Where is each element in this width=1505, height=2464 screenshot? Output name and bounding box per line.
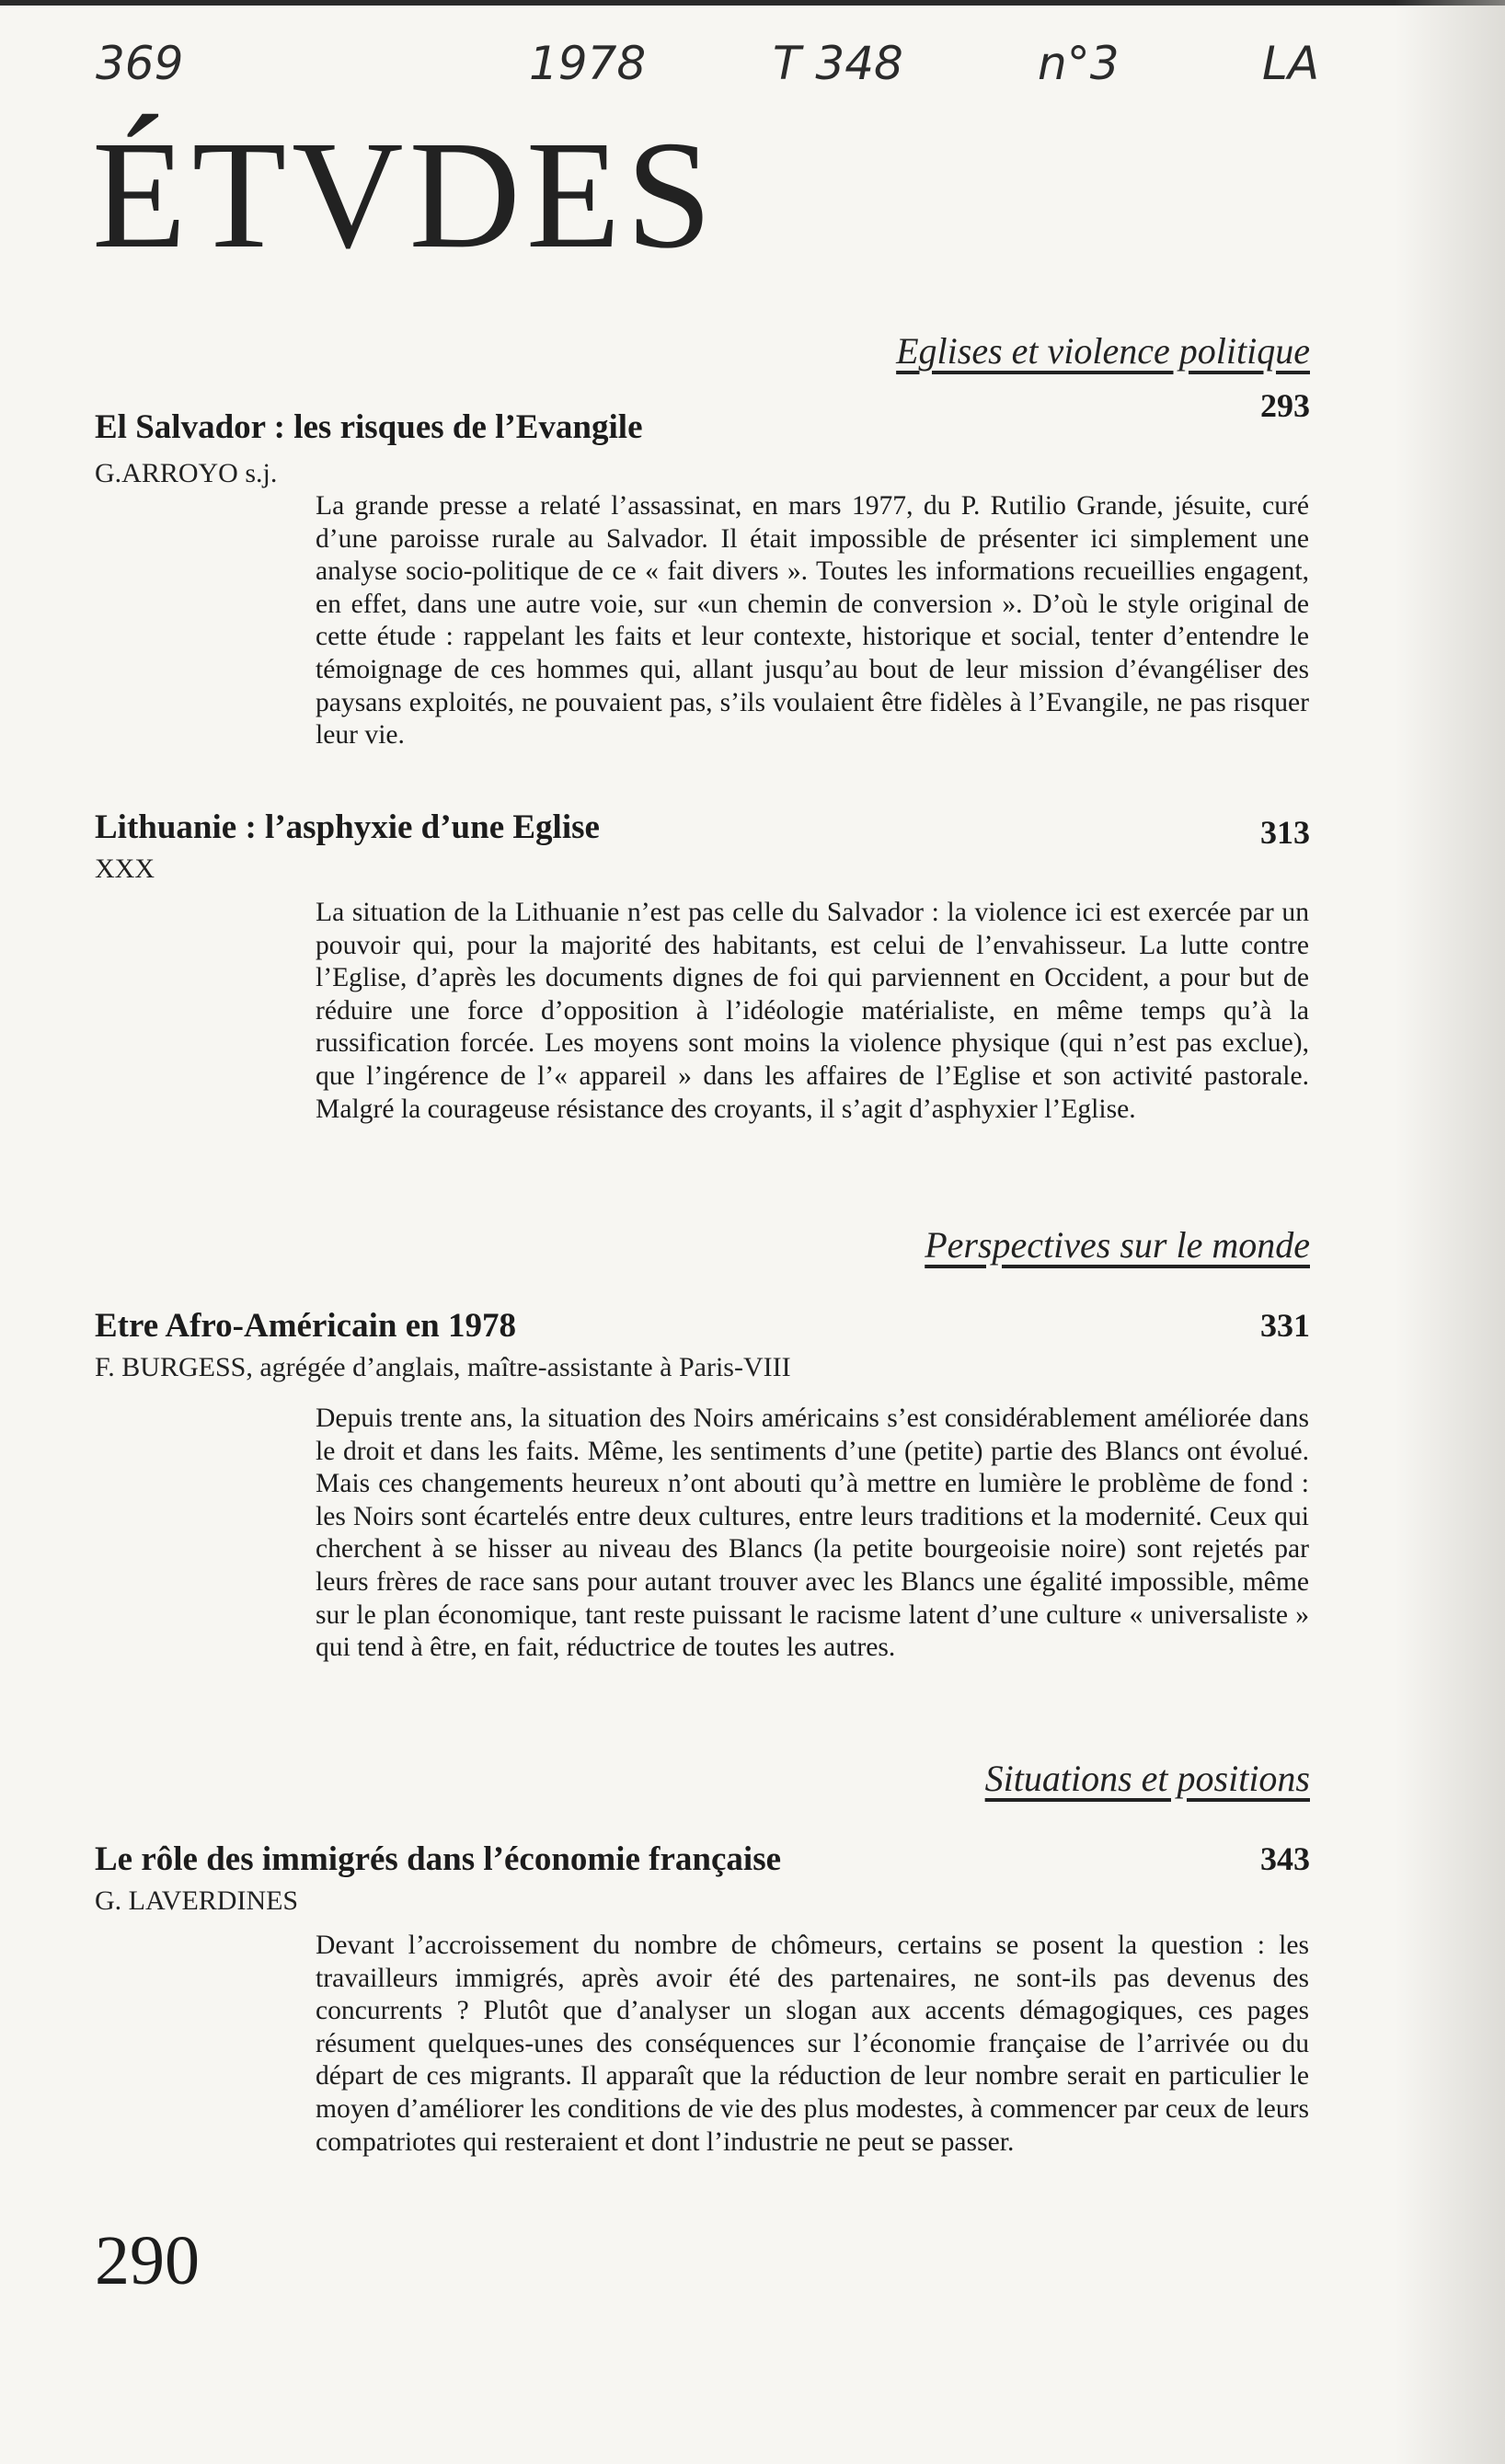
page-top-edge bbox=[0, 0, 1505, 6]
handwritten-note-issue: n°3 bbox=[1038, 37, 1120, 90]
handwritten-note-code: LA bbox=[1262, 37, 1320, 90]
page-edge-shadow bbox=[1395, 0, 1505, 2464]
article-page-lithuanie: 313 bbox=[1260, 814, 1310, 851]
article-author-afro-americain: F. BURGESS, agrégée d’anglais, maître-assistante à Paris-VIII bbox=[95, 1352, 791, 1382]
article-page-immigres: 343 bbox=[1260, 1840, 1310, 1877]
handwritten-note-year: 1978 bbox=[529, 37, 647, 90]
handwritten-note-volume: T 348 bbox=[773, 37, 903, 90]
section-heading-situations: Situations et positions bbox=[984, 1758, 1310, 1799]
article-title-lithuanie: Lithuanie : l’asphyxie d’une Eglise bbox=[95, 808, 600, 846]
article-page-el-salvador: 293 bbox=[1260, 387, 1310, 424]
section-heading-perspectives: Perspectives sur le monde bbox=[925, 1224, 1310, 1266]
article-title-immigres: Le rôle des immigrés dans l’économie française bbox=[95, 1840, 782, 1878]
article-abstract-lithuanie: La situation de la Lithuanie n’est pas celle du Salvador : la violence ici est exercée par un pouvoir qui, pour la majorité des habitants, est celui de l’envahisseur. La lutte contre l’Eglise, d’après les documents dignes de foi qui parviennent en Occident, a pour but de réduire une force d’opposition à l’idéologie matérialiste, en même temps qu’à la russification forcée. Les moyens sont moins la violence physique (qui n’est pas exclue), que l’ingérence de l’« appareil » dans les affaires de l’Eglise et son activité pastorale. Malgré la courageuse résistance des croyants, il s’agit d’asphyxier l’Eglise. bbox=[316, 898, 1309, 1124]
article-page-afro-americain: 331 bbox=[1260, 1307, 1310, 1344]
page-number: 290 bbox=[95, 2222, 200, 2299]
article-abstract-immigres: Devant l’accroissement du nombre de chômeurs, certains se posent la question : les travailleurs immigrés, après avoir été des partenaires, ne sont-ils pas devenus des concurrents ? Plutôt que d’analyser un slogan aux accents démagogiques, ces pages résument quelques-unes des conséquences sur l’économie française de l’arrivée ou du départ de ces migrants. Il apparaît que la réduction de leur nombre serait en particulier le moyen d’améliorer les conditions de vie des plus modestes, à commencer par ceux de leurs compatriotes qui resteraient et dont l’industrie ne peut se passer. bbox=[316, 1931, 1309, 2157]
article-title-el-salvador: El Salvador : les risques de l’Evangile bbox=[95, 408, 643, 446]
article-abstract-afro-americain: Depuis trente ans, la situation des Noirs américains s’est considérablement améliorée dans le droit et dans les faits. Même, les sentiments d’une (petite) partie des Blancs ont évolué. Mais ces changements heureux n’ont abouti qu’à mettre en lumière le problème de fond : les Noirs sont écartelés entre deux cultures, entre leurs traditions et la modernité. Ceux qui cherchent à se hisser au niveau des Blancs (la petite bourgeoisie noire) sont rejetés par leurs frères de race sans pour autant trouver avec les Blancs une égalité impossible, même sur le plan économique, tant reste puissant le racisme latent d’une culture « universaliste » qui tend à être, en fait, réductrice de toutes les autres. bbox=[316, 1404, 1309, 1663]
article-abstract-el-salvador: La grande presse a relaté l’assassinat, en mars 1977, du P. Rutilio Grande, jésuite, curé d’une paroisse rurale au Salvador. Il était impossible de présenter ici simplement une analyse socio-politique de ce « fait divers ». Toutes les informations recueillies engagent, en effet, dans une autre voie, sur «un chemin de conversion ». D’où le style original de cette étude : rappelant les faits et leur contexte, historique et social, tenter d’entendre le témoignage de ces hommes qui, allant jusqu’au bout de leur mission d’évangéliser des paysans exploités, ne pouvaient pas, s’ils voulaient être fidèles à l’Evangile, ne pas risquer leur vie. bbox=[316, 491, 1309, 751]
section-heading-eglises: Eglises et violence politique bbox=[896, 330, 1310, 372]
article-author-el-salvador: G.ARROYO s.j. bbox=[95, 458, 278, 488]
article-author-lithuanie: XXX bbox=[95, 854, 155, 884]
article-author-immigres: G. LAVERDINES bbox=[95, 1885, 299, 1916]
journal-title: ÉTVDES bbox=[92, 109, 718, 281]
article-title-afro-americain: Etre Afro-Américain en 1978 bbox=[95, 1307, 516, 1345]
handwritten-note-number: 369 bbox=[96, 37, 184, 90]
